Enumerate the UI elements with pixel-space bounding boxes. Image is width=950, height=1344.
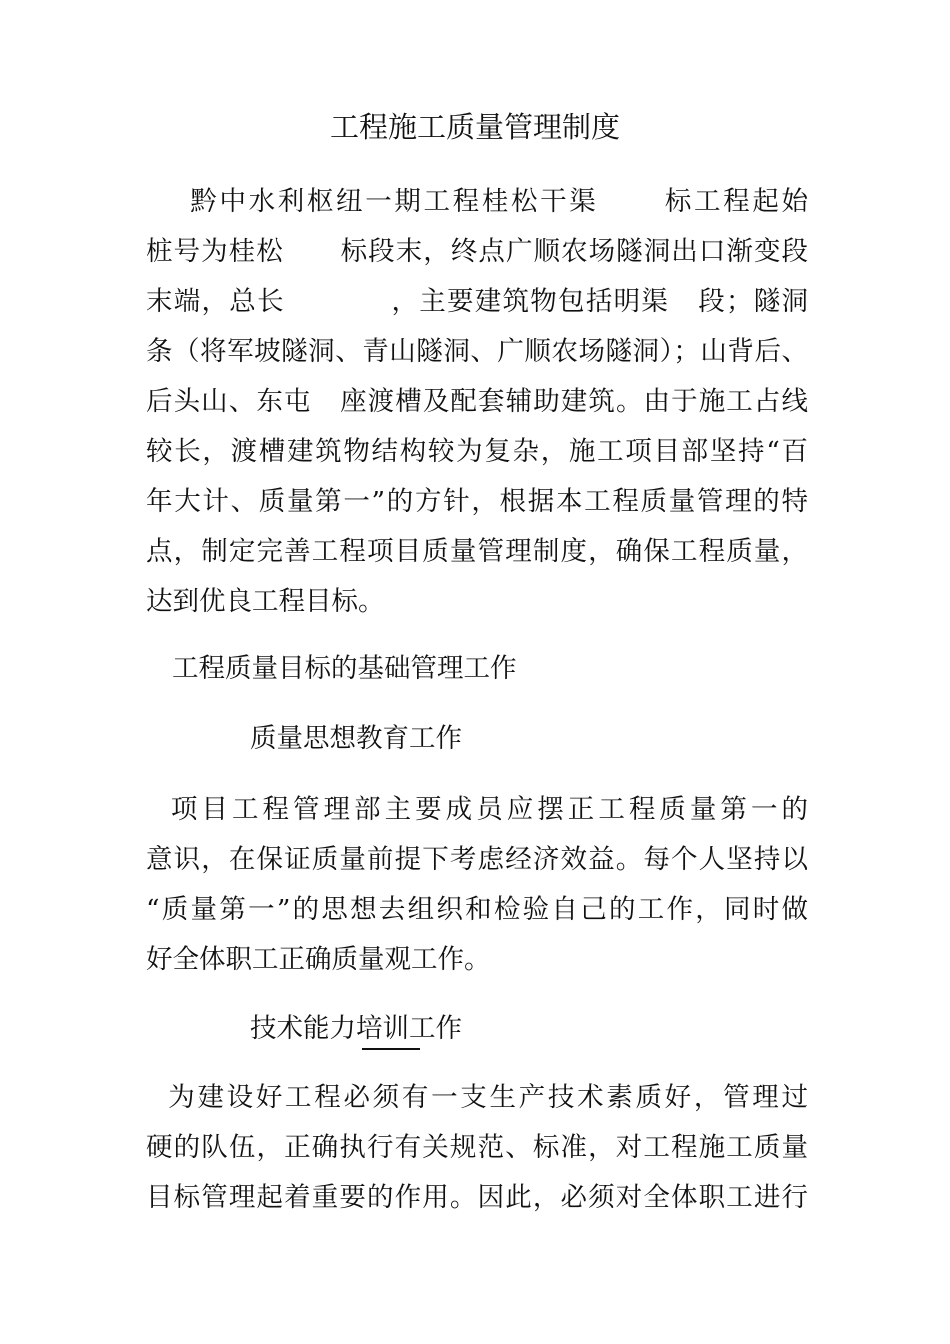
paragraph-line: “质量第一”的思想去组织和检验自己的工作，同时做 [146, 894, 808, 925]
underline-mark [362, 1048, 420, 1050]
paragraph-line: 为建设好工程必须有一支生产技术素质好，管理过 [146, 1082, 808, 1113]
paragraph-line: 黔中水利枢纽一期工程桂松干渠 标工程起始 [146, 186, 808, 217]
paragraph-line: 意识，在保证质量前提下考虑经济效益。每个人坚持以 [146, 844, 808, 875]
paragraph-line: 后头山、东屯 座渡槽及配套辅助建筑。由于施工占线 [146, 386, 808, 417]
paragraph-line: 项目工程管理部主要成员应摆正工程质量第一的 [146, 794, 808, 825]
subsection-heading: 质量思想教育工作 [250, 723, 462, 754]
document-title: 工程施工质量管理制度 [329, 110, 620, 144]
subsection-heading: 技术能力培训工作 [250, 1013, 462, 1044]
paragraph-line: 好全体职工正确质量观工作。 [146, 944, 491, 975]
paragraph-line: 末端，总长 ，主要建筑物包括明渠 段；隧洞 [146, 286, 808, 317]
paragraph-line: 条（将军坡隧洞、青山隧洞、广顺农场隧洞）；山背后、 [146, 336, 808, 367]
paragraph-line: 桩号为桂松 标段末，终点广顺农场隧洞出口渐变段 [146, 236, 808, 267]
paragraph-line: 硬的队伍，正确执行有关规范、标准，对工程施工质量 [146, 1132, 808, 1163]
paragraph-line: 较长，渡槽建筑物结构较为复杂，施工项目部坚持“百 [146, 436, 808, 467]
paragraph-line: 达到优良工程目标。 [146, 586, 385, 617]
paragraph-line: 年大计、质量第一”的方针，根据本工程质量管理的特 [146, 486, 808, 517]
section-heading: 工程质量目标的基础管理工作 [172, 653, 517, 684]
paragraph-line: 目标管理起着重要的作用。因此，必须对全体职工进行 [146, 1182, 808, 1213]
paragraph-line: 点，制定完善工程项目质量管理制度，确保工程质量， [146, 536, 808, 567]
